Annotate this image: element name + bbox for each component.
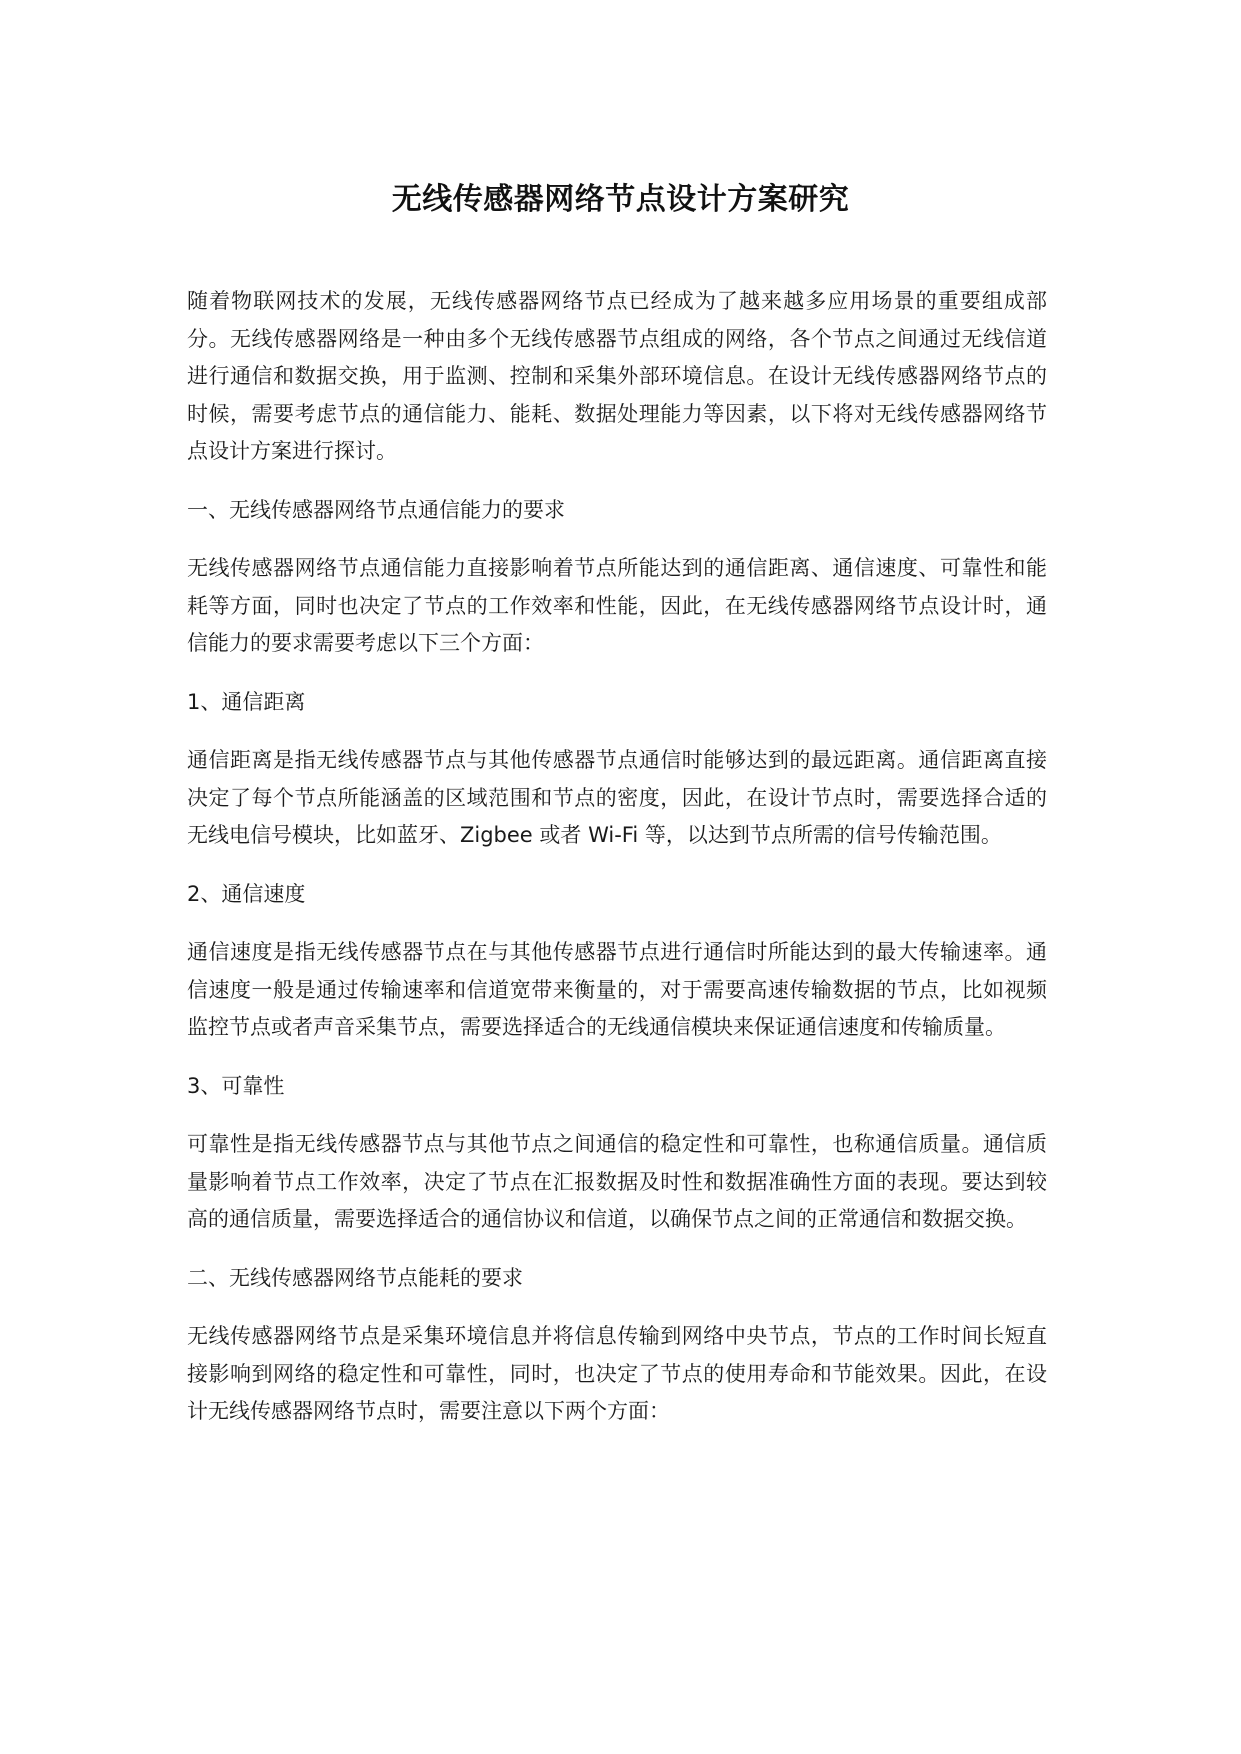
section-heading-2: 二、无线传感器网络节点能耗的要求: [187, 1265, 523, 1290]
section-1-paragraph: 无线传感器网络节点通信能力直接影响着节点所能达到的通信距离、通信速度、可靠性和能耗等方面，同时也决定了节点的工作效率和性能，因此，在无线传感器网络节点设计时，通信能力的要求需要考虑以下三个方面：: [187, 556, 1047, 655]
communication-distance-paragraph: 通信距离是指无线传感器节点与其他传感器节点通信时能够达到的最远距离。通信距离直接决定了每个节点所能涵盖的区域范围和节点的密度，因此，在设计节点时，需要选择合适的无线电信号模块，比如蓝牙、Zigbee 或者 Wi-Fi 等，以达到节点所需的信号传输范围。: [187, 748, 1047, 847]
subheading-communication-distance: 1、通信距离: [187, 689, 306, 714]
section-heading-1: 一、无线传感器网络节点通信能力的要求: [187, 497, 565, 522]
reliability-paragraph: 可靠性是指无线传感器节点与其他节点之间通信的稳定性和可靠性，也称通信质量。通信质量影响着节点工作效率，决定了节点在汇报数据及时性和数据准确性方面的表现。要达到较高的通信质量，需要选择适合的通信协议和信道，以确保节点之间的正常通信和数据交换。: [187, 1132, 1047, 1231]
subheading-reliability: 3、可靠性: [187, 1073, 285, 1098]
subheading-communication-speed: 2、通信速度: [187, 881, 306, 906]
communication-speed-paragraph: 通信速度是指无线传感器节点在与其他传感器节点进行通信时所能达到的最大传输速率。通信速度一般是通过传输速率和信道宽带来衡量的，对于需要高速传输数据的节点，比如视频监控节点或者声音采集节点，需要选择适合的无线通信模块来保证通信速度和传输质量。: [187, 940, 1047, 1039]
section-2-paragraph: 无线传感器网络节点是采集环境信息并将信息传输到网络中央节点，节点的工作时间长短直接影响到网络的稳定性和可靠性，同时，也决定了节点的使用寿命和节能效果。因此，在设计无线传感器网络节点时，需要注意以下两个方面：: [187, 1324, 1047, 1423]
intro-paragraph: 随着物联网技术的发展，无线传感器网络节点已经成为了越来越多应用场景的重要组成部分。无线传感器网络是一种由多个无线传感器节点组成的网络，各个节点之间通过无线信道进行通信和数据交换，用于监测、控制和采集外部环境信息。在设计无线传感器网络节点的时候，需要考虑节点的通信能力、能耗、数据处理能力等因素，以下将对无线传感器网络节点设计方案进行探讨。: [187, 289, 1047, 463]
document-title: 无线传感器网络节点设计方案研究: [391, 182, 850, 217]
document-body: [187, 283, 1047, 1431]
